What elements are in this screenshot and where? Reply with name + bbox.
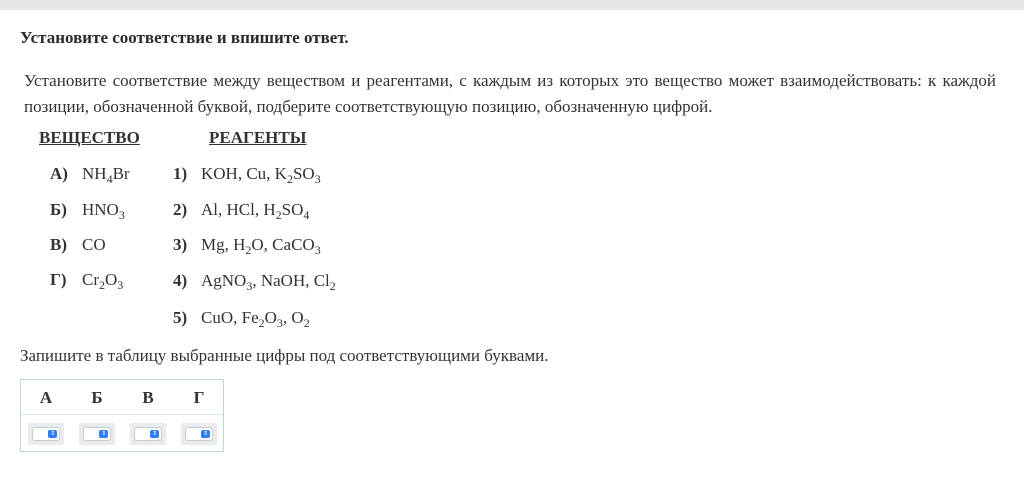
answer-table-divider — [21, 414, 223, 415]
reagent-row — [173, 308, 310, 328]
reagent-row — [173, 271, 336, 291]
reagent-label: 3) — [173, 235, 188, 254]
reagent-formula: KOH, Cu, $K_2SO_3$ — [201, 164, 321, 186]
select-updown-icon: ⇕ — [202, 430, 209, 437]
answer-prompt: Запишите в таблицу выбранные цифры под соответствующими буквами. — [20, 346, 549, 365]
select-updown-icon: ⇕ — [49, 430, 56, 437]
reagent-row — [173, 200, 309, 220]
task-header: Установите соответствие и впишите ответ. — [20, 28, 349, 47]
substance-row — [50, 200, 125, 220]
answer-cell-a — [28, 423, 64, 445]
substance-row — [50, 235, 106, 255]
select-updown-icon: ⇕ — [100, 430, 107, 437]
reagent-label: 2) — [173, 200, 188, 219]
reagent-formula: Al, HCl, $H_2SO_4$ — [201, 200, 310, 222]
reagent-formula: AgNO$_3$, NaOH, $Cl_2$ — [201, 271, 336, 293]
answer-header-v: В — [142, 388, 154, 407]
answer-cell-b — [79, 423, 115, 445]
select-updown-icon: ⇕ — [151, 430, 158, 437]
substance-formula: $Cr_2O_3$ — [82, 270, 124, 292]
substance-label: Г) — [50, 270, 67, 289]
reagent-formula: CuO, $Fe_2O_3$, $O_2$ — [201, 308, 310, 330]
substance-formula: CO — [82, 235, 106, 254]
reagent-row — [173, 164, 321, 184]
answer-header-g: Г — [193, 388, 205, 407]
substance-label: А) — [50, 164, 68, 183]
reagent-label: 5) — [173, 308, 188, 327]
answer-header-a: А — [39, 388, 53, 407]
answer-cell-g — [181, 423, 217, 445]
task-instruction: Установите соответствие между веществом и реагентами, с каждым из которых это вещество может взаимодействовать: к каждой позиции, обозначенной буквой, подберите соответствующую позицию, обозначенную цифрой. — [24, 71, 996, 116]
substance-formula: $HNO_3$ — [82, 200, 125, 222]
answer-cell-v — [130, 423, 166, 445]
substance-row — [50, 270, 123, 290]
substance-formula: $NH_4Br$ — [82, 164, 130, 186]
substance-label: Б) — [50, 200, 67, 219]
substance-row — [50, 164, 130, 184]
answer-select-b[interactable] — [83, 427, 111, 441]
answer-select-g[interactable] — [185, 427, 213, 441]
reagent-label: 4) — [173, 271, 188, 290]
substances-column-header: ВЕЩЕСТВО — [39, 128, 140, 147]
answer-table — [20, 379, 224, 452]
reagents-column-header: РЕАГЕНТЫ — [209, 128, 307, 147]
top-bar — [0, 0, 1024, 10]
reagent-label: 1) — [173, 164, 188, 183]
substance-label: В) — [50, 235, 67, 254]
reagent-formula: Mg, $H_2O$, CaCO$_3$ — [201, 235, 321, 257]
answer-select-v[interactable] — [134, 427, 162, 441]
answer-header-b: Б — [91, 388, 103, 407]
reagent-row — [173, 235, 321, 255]
answer-select-a[interactable] — [32, 427, 60, 441]
